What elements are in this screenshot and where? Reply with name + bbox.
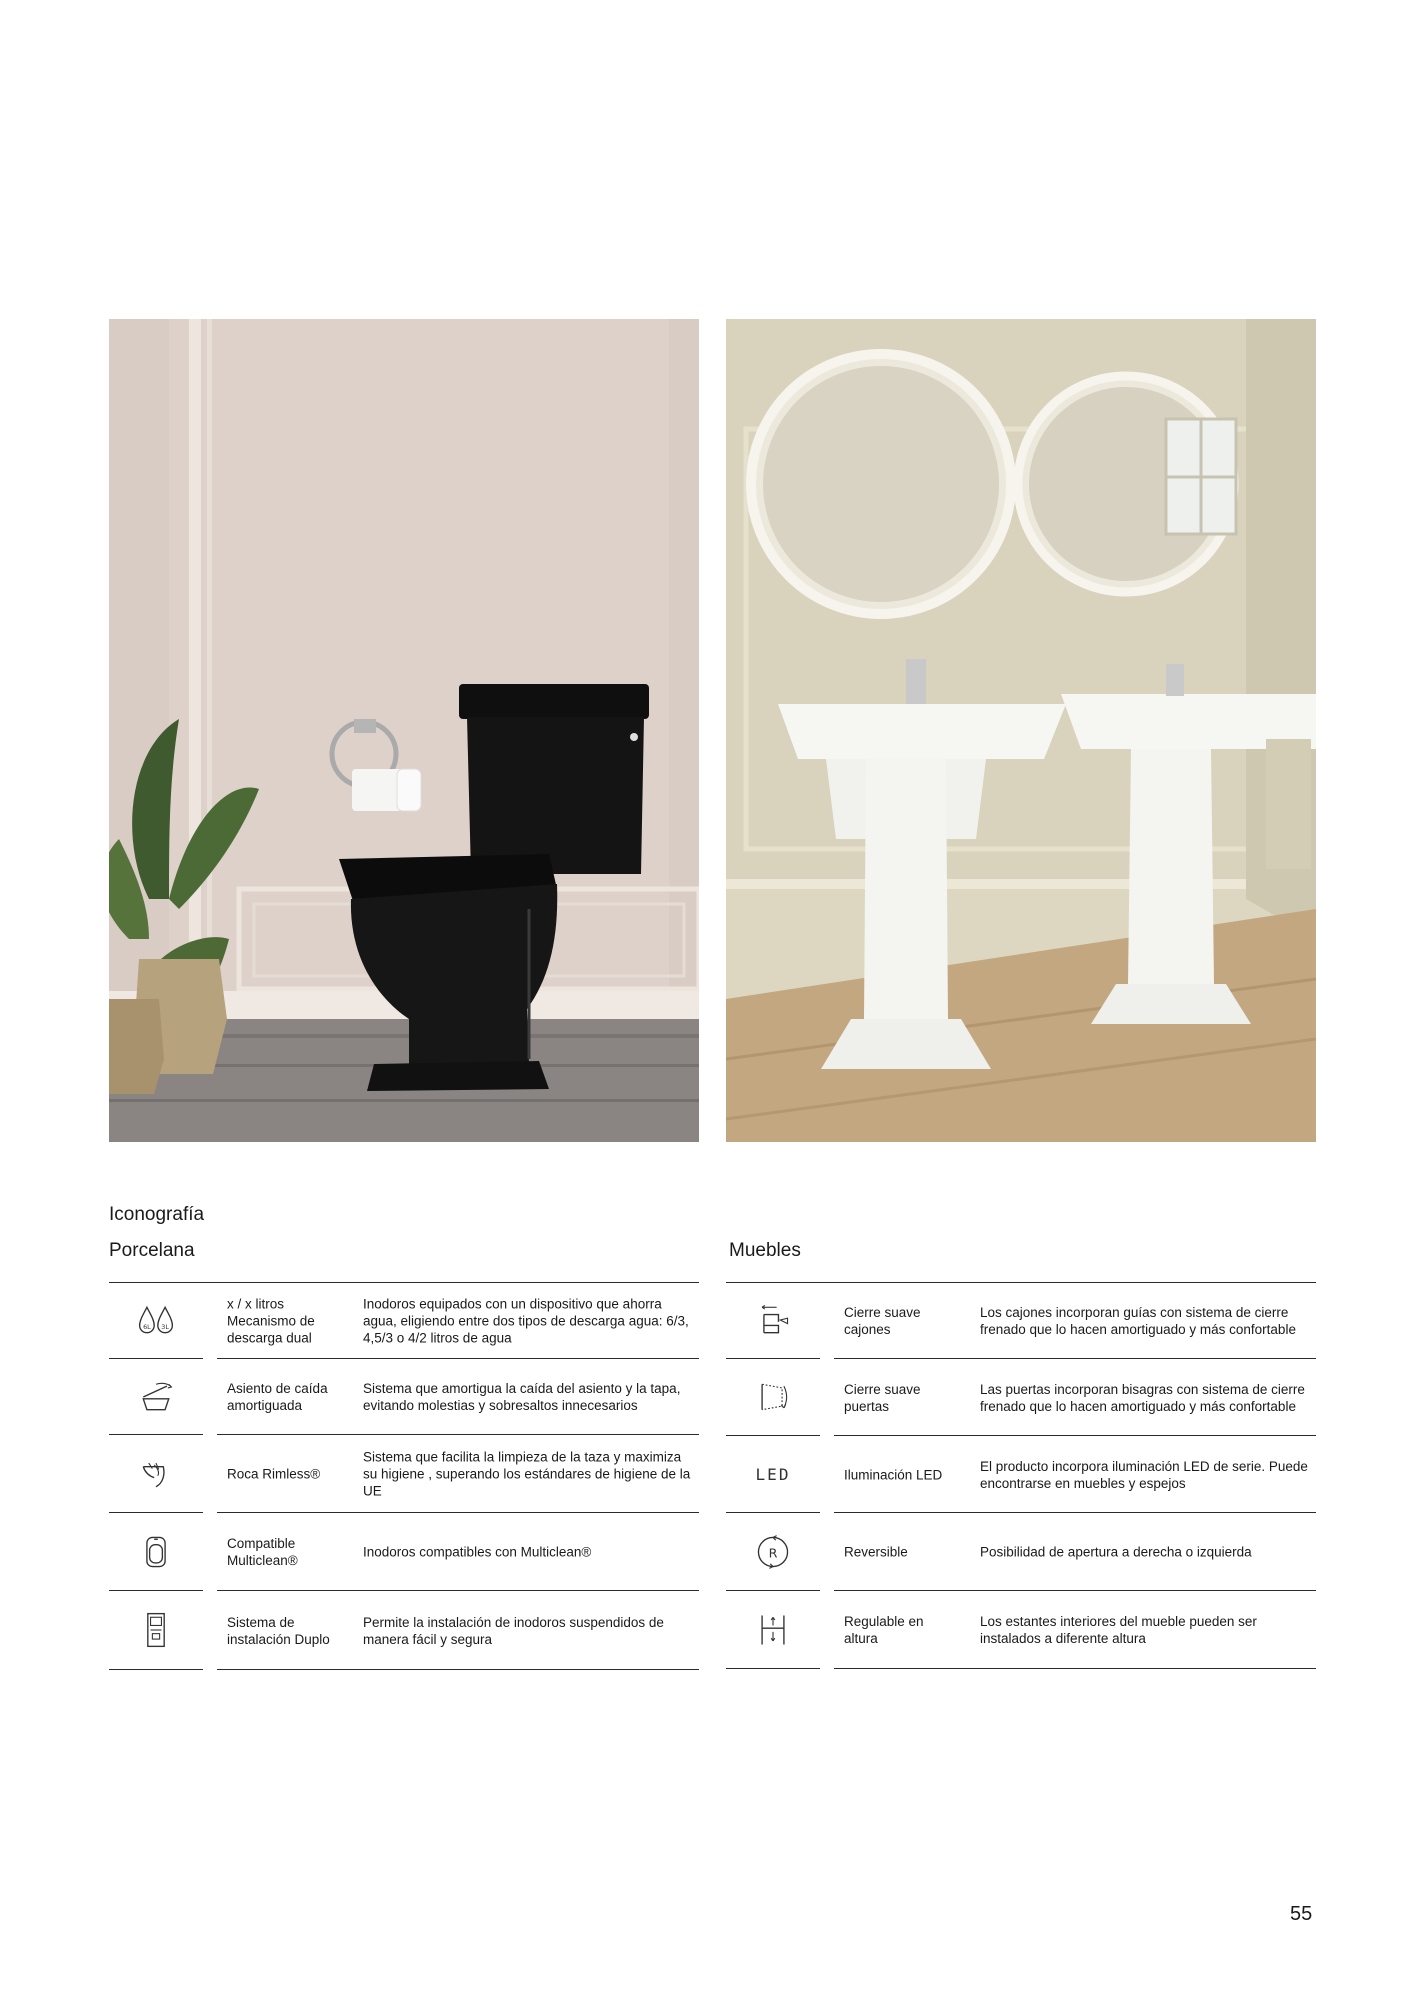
feature-description: Inodoros equipados con un dispositivo que ahorra agua, eligiendo entre dos tipos de descarga agua: 6/3, 4,5/3 o 4/2 litros de agua	[363, 1296, 689, 1345]
black-toilet-photo	[109, 319, 699, 1142]
feature-description: Posibilidad de apertura a derecha o izquierda	[980, 1544, 1252, 1560]
feature-name: Roca Rimless®	[227, 1466, 321, 1482]
section-title-iconografia: Iconografía	[109, 1204, 205, 1225]
led-icon-text: LED	[755, 1464, 791, 1484]
feature-description: Los cajones incorporan guías con sistema de cierre frenado que lo hacen amortiguado y más confortable	[980, 1304, 1296, 1337]
soft-close-door-icon	[726, 1359, 820, 1436]
feature-name: x / x litros Mecanismo de descarga dual	[227, 1296, 315, 1345]
led-icon	[726, 1436, 820, 1513]
feature-name: Asiento de caída amortiguada	[227, 1381, 328, 1413]
feature-description: Inodoros compatibles con Multiclean®	[363, 1544, 592, 1560]
feature-name: Compatible Multiclean®	[227, 1536, 298, 1568]
feature-description: Sistema que amortigua la caída del asiento y la tapa, evitando molestias y sobresaltos innecesarios	[363, 1381, 681, 1413]
rimless-icon	[109, 1435, 203, 1513]
table-row	[109, 1282, 699, 1359]
table-row	[109, 1435, 699, 1513]
feature-name: Cierre suave cajones	[844, 1304, 921, 1337]
feature-name: Reversible	[844, 1544, 908, 1560]
reversible-icon	[726, 1513, 820, 1591]
feature-description: Las puertas incorporan bisagras con sistema de cierre frenado que lo hacen amortiguado y más confortable	[980, 1381, 1305, 1414]
table-row	[726, 1282, 1316, 1359]
adjustable-height-icon	[726, 1591, 820, 1669]
pedestal-basins-photo	[726, 319, 1316, 1142]
feature-name: Regulable en altura	[844, 1614, 924, 1646]
feature-name: Iluminación LED	[844, 1467, 943, 1482]
table-row	[109, 1591, 699, 1670]
feature-name: Sistema de instalación Duplo	[227, 1614, 330, 1647]
porcelana-icon-table	[109, 1282, 699, 1670]
feature-description: Los estantes interiores del mueble pueden ser instalados a diferente altura	[980, 1614, 1257, 1646]
multiclean-icon	[109, 1513, 203, 1591]
subsection-title-porcelana: Porcelana	[109, 1240, 195, 1261]
subsection-title-muebles: Muebles	[729, 1240, 801, 1261]
duplo-frame-icon	[109, 1591, 203, 1670]
feature-description: Permite la instalación de inodoros suspendidos de manera fácil y segura	[363, 1614, 664, 1647]
dual-flush-drops-icon	[109, 1282, 203, 1359]
soft-close-seat-icon	[109, 1359, 203, 1435]
feature-name: Cierre suave puertas	[844, 1381, 921, 1414]
dual-flush-label-a: 6L	[143, 1324, 151, 1332]
dual-flush-label-b: 3L	[161, 1324, 169, 1332]
table-row	[726, 1513, 1316, 1591]
table-row	[726, 1591, 1316, 1669]
feature-description: El producto incorpora iluminación LED de serie. Puede encontrarse en muebles y espejos	[980, 1458, 1308, 1491]
muebles-icon-table	[726, 1282, 1316, 1669]
table-row	[726, 1359, 1316, 1436]
reversible-icon-text: R	[768, 1544, 778, 1560]
soft-close-drawer-icon	[726, 1282, 820, 1359]
table-row	[109, 1513, 699, 1591]
table-row	[109, 1359, 699, 1435]
page-number: 55	[1290, 1903, 1313, 1925]
table-row	[726, 1436, 1316, 1513]
feature-description: Sistema que facilita la limpieza de la taza y maximiza su higiene , superando los estándares de higiene de la UE	[363, 1449, 691, 1499]
